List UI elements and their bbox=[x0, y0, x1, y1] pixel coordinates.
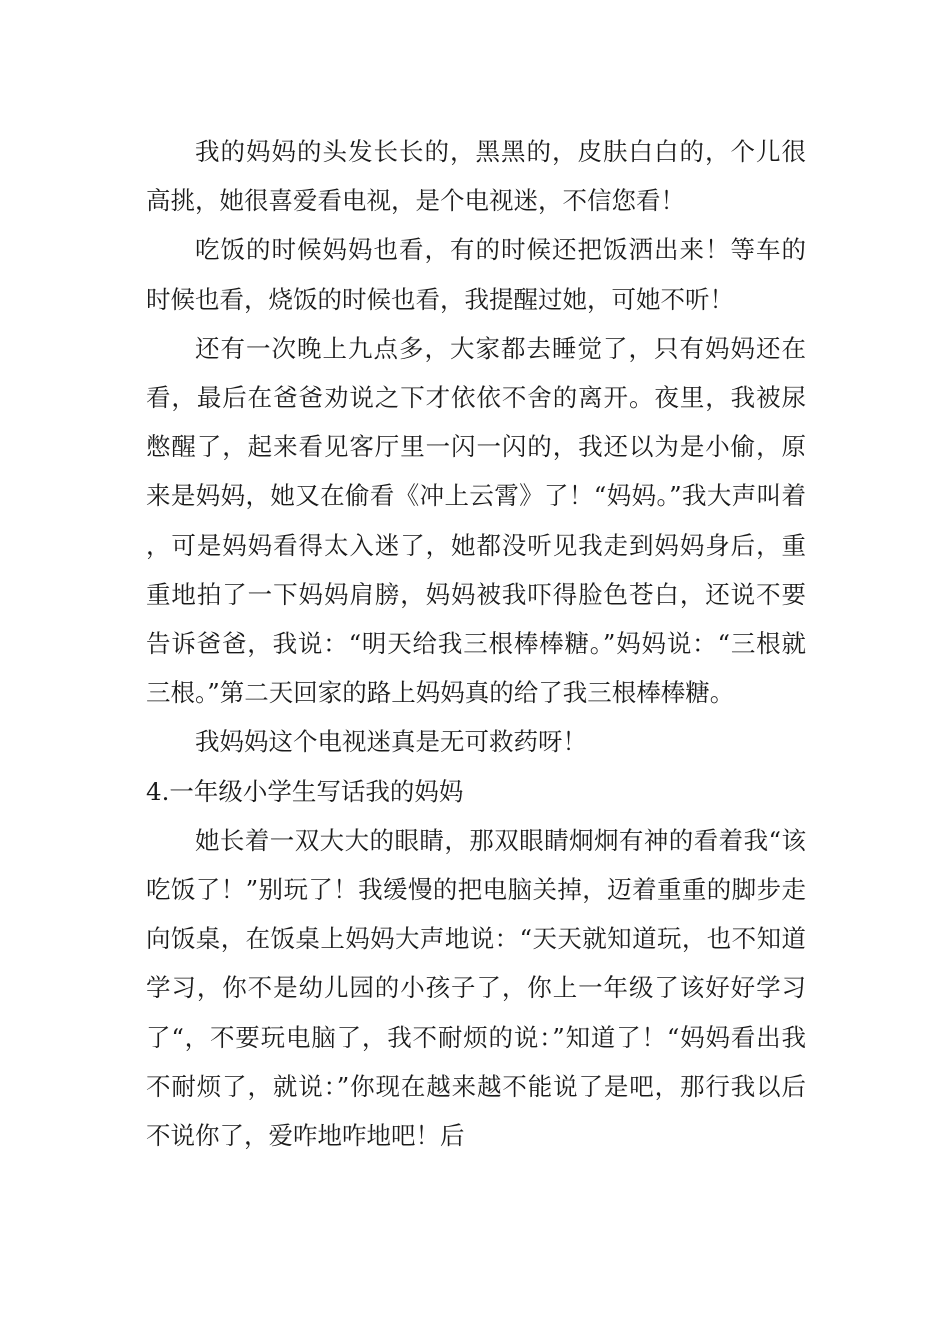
paragraph-section-4-body: 她长着一双大大的眼睛，那双眼睛炯炯有神的看着我“该吃饭了！”别玩了！我缓慢的把电脑关掉，迈着重重的脚步走向饭桌，在饭桌上妈妈大声地说：“天天就知道玩，也不知道学习，你不是幼儿园的小孩子了，你上一年级了该好好学习了“，不要玩电脑了，我不耐烦的说：”知道了！“妈妈看出我不耐烦了，就说：”你现在越来越不能说了是吧，那行我以后不说你了，爱咋地咋地吧！后 bbox=[146, 825, 806, 1151]
paragraph-conclusion: 我妈妈这个电视迷真是无可救药呀！ bbox=[195, 727, 587, 757]
paragraph-mom-watches-while-eating: 吃饭的时候妈妈也看，有的时候还把饭洒出来！等车的时候也看，烧饭的时候也看，我提醒过她，可她不听！ bbox=[146, 235, 806, 314]
document-body bbox=[146, 127, 806, 1160]
section-heading: 4.一年级小学生写话我的妈妈 bbox=[146, 776, 464, 806]
paragraph-mom-description: 我的妈妈的头发长长的，黑黑的，皮肤白白的，个儿很高挑，她很喜爱看电视，是个电视迷，不信您看！ bbox=[146, 137, 806, 216]
paragraph-night-story: 还有一次晚上九点多，大家都去睡觉了，只有妈妈还在看，最后在爸爸劝说之下才依依不舍的离开。夜里，我被尿憋醒了，起来看见客厅里一闪一闪的，我还以为是小偷，原来是妈妈，她又在偷看《冲上云霄》了！“妈妈。”我大声叫着，可是妈妈看得太入迷了，她都没听见我走到妈妈身后，重重地拍了一下妈妈肩膀，妈妈被我吓得脸色苍白，还说不要告诉爸爸，我说：“明天给我三根棒棒糖。”妈妈说：“三根就三根。”第二天回家的路上妈妈真的给了我三根棒棒糖。 bbox=[146, 333, 806, 708]
